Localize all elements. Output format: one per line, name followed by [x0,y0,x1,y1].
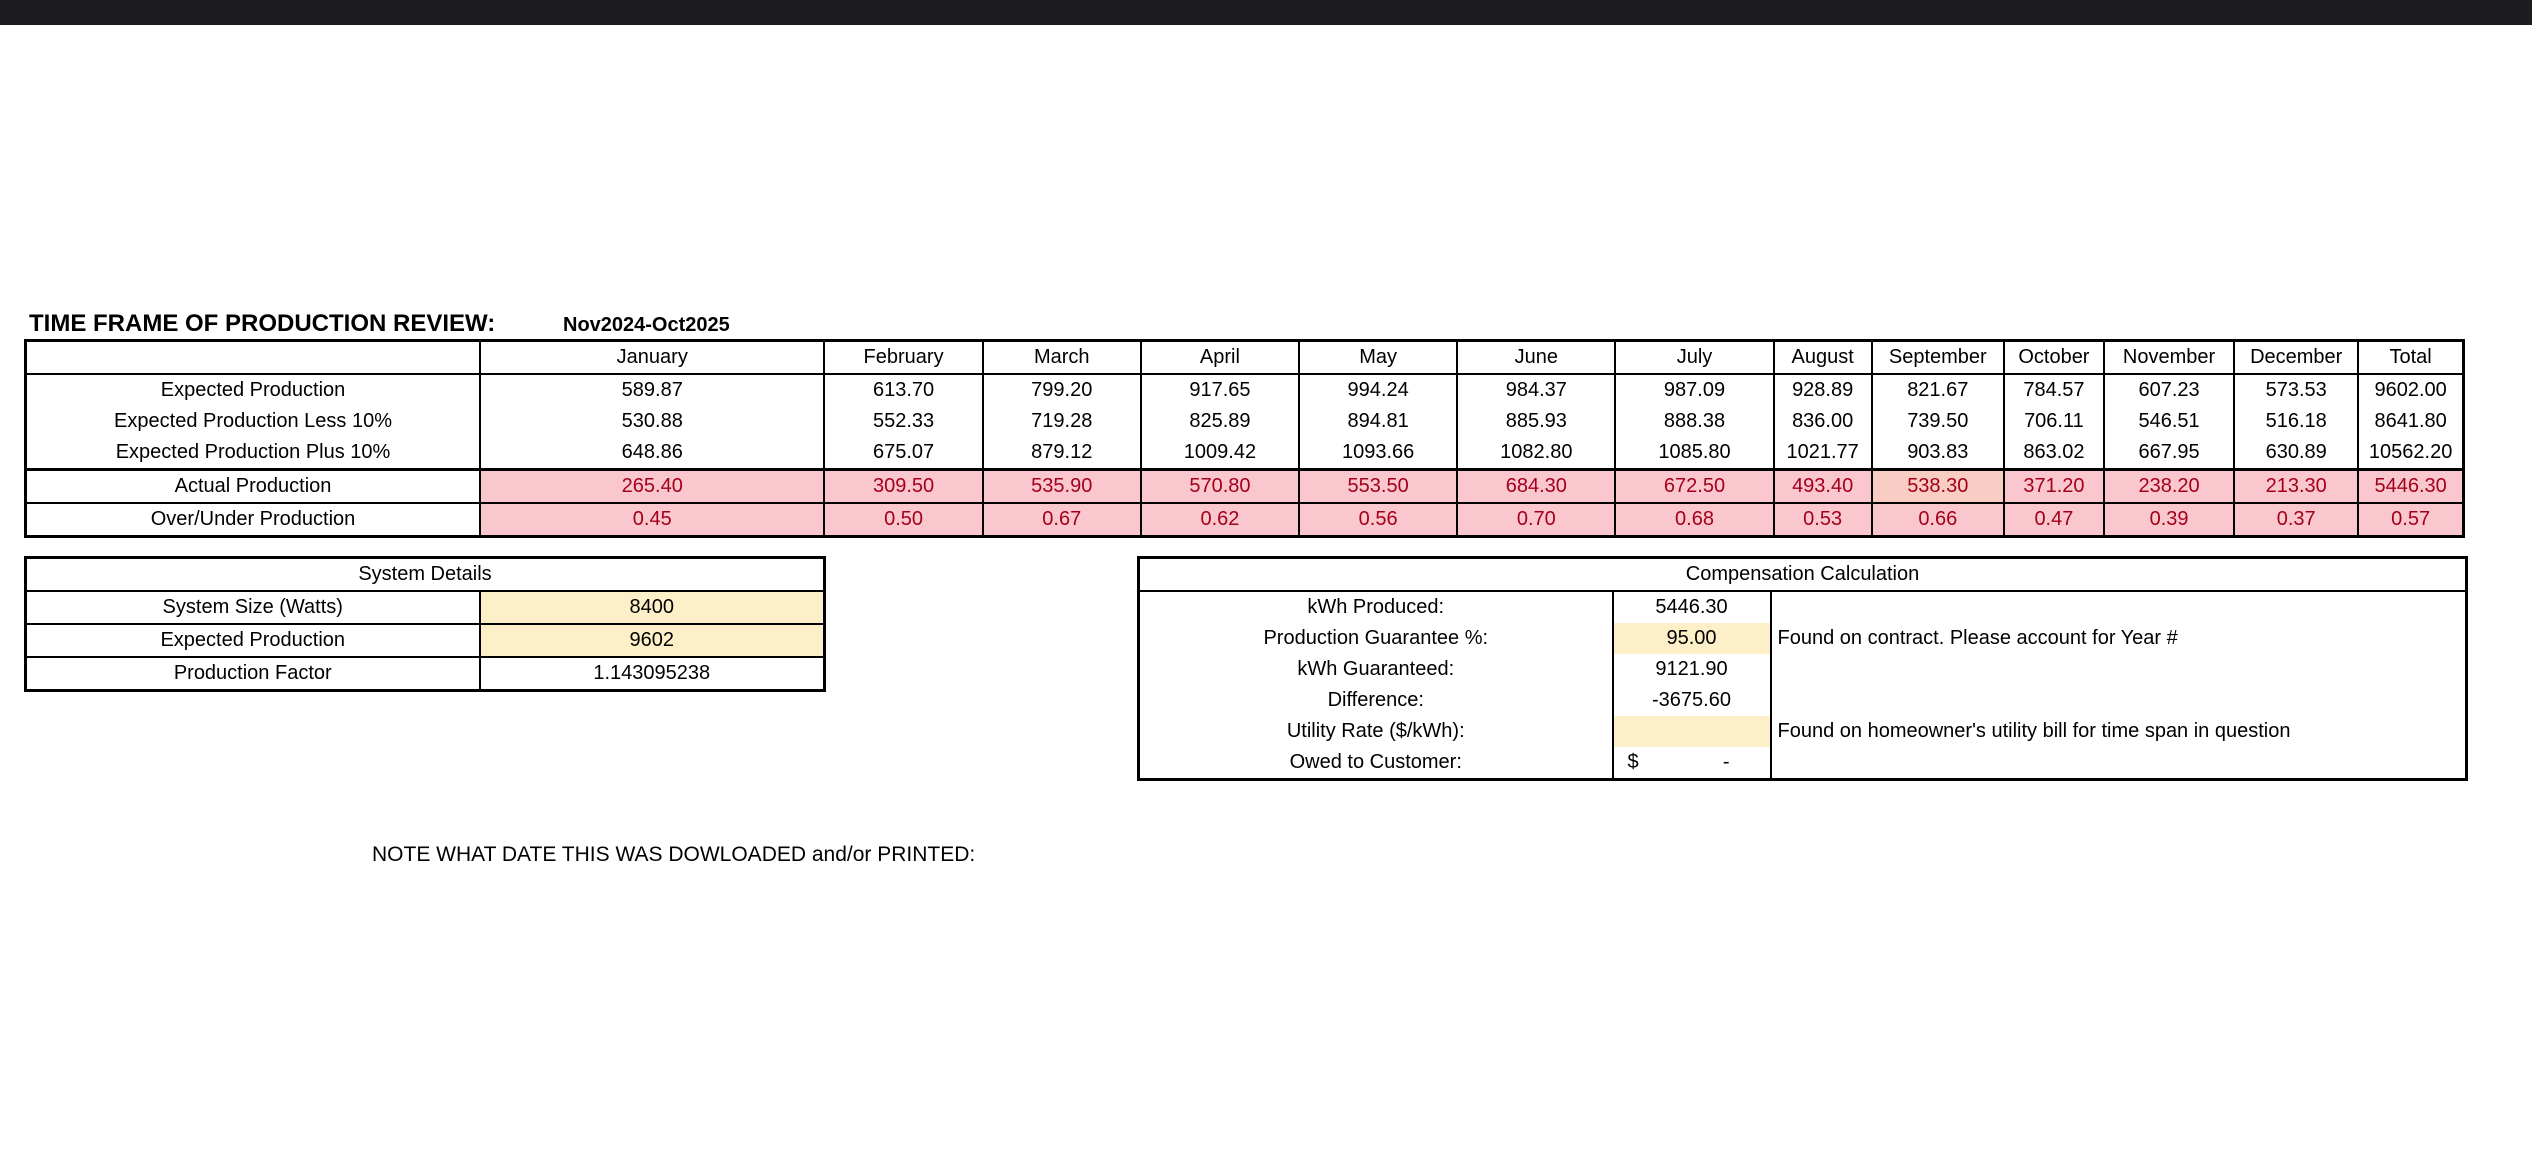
row-label[interactable]: Difference: [1327,689,1424,711]
table-cell[interactable]: 0.68 [1615,503,1773,537]
table-cell[interactable]: 0.47 [2004,503,2104,537]
note-cell[interactable] [1771,654,2467,685]
table-row [26,591,825,624]
table-cell[interactable]: 309.50 [824,470,982,504]
row-label[interactable]: Over/Under Production [26,503,481,537]
table-cell[interactable]: 863.02 [2004,437,2104,470]
table-cell[interactable]: 667.95 [2104,437,2234,470]
table-cell[interactable]: 613.70 [824,374,982,406]
table-row [26,374,2464,406]
table-cell[interactable]: 0.56 [1299,503,1457,537]
table-cell[interactable]: 928.89 [1774,374,1872,406]
row-label[interactable]: Owed to Customer: [1289,751,1462,773]
table-cell[interactable]: 0.37 [2234,503,2358,537]
table-cell[interactable]: 8641.80 [2358,406,2463,437]
table-cell[interactable]: 784.57 [2004,374,2104,406]
table-cell[interactable]: 371.20 [2004,470,2104,504]
table-cell[interactable]: 570.80 [1141,470,1299,504]
row-label[interactable]: Actual Production [26,470,481,504]
header-cell[interactable]: November [2104,341,2234,375]
table-header-row [26,341,2464,375]
note-cell[interactable] [1771,747,2467,780]
header-cell[interactable]: March [983,341,1141,375]
table-cell[interactable]: 573.53 [2234,374,2358,406]
row-label[interactable]: Production Factor [26,657,480,691]
table-cell[interactable]: 879.12 [983,437,1141,470]
table-cell[interactable]: 553.50 [1299,470,1457,504]
table-cell[interactable]: 799.20 [983,374,1141,406]
row-label[interactable]: System Size (Watts) [26,591,480,624]
table-row [26,624,825,657]
row-label[interactable]: Expected Production [160,379,346,401]
table-cell[interactable]: 630.89 [2234,437,2358,470]
note-cell[interactable] [1771,591,2467,623]
system-details-title[interactable]: System Details [358,563,492,585]
compensation-header-row [1139,558,2467,592]
kwh-guaranteed-value[interactable]: 9121.90 [1613,654,1771,685]
production-table [24,339,2465,538]
table-cell[interactable]: 1085.80 [1615,437,1773,470]
table-cell[interactable]: 0.45 [480,503,824,537]
table-cell[interactable]: 0.57 [2358,503,2463,537]
compensation-title[interactable]: Compensation Calculation [1139,558,2467,592]
page-title: TIME FRAME OF PRODUCTION REVIEW: [29,310,496,337]
table-cell[interactable]: 589.87 [480,374,824,406]
header-cell[interactable]: September [1872,341,2004,375]
system-details-table [24,556,826,692]
row-label[interactable]: Production Guarantee %: [1263,627,1489,649]
table-cell[interactable]: 984.37 [1457,374,1615,406]
table-cell[interactable]: 719.28 [983,406,1141,437]
header-cell[interactable]: Total [2358,341,2463,375]
table-cell[interactable]: 675.07 [824,437,982,470]
table-row [1139,716,2467,747]
header-cell[interactable]: June [1457,341,1615,375]
table-cell[interactable]: 238.20 [2104,470,2234,504]
table-row [1139,623,2467,654]
header-cell[interactable]: January [480,341,824,375]
table-row [26,437,2464,470]
table-cell[interactable]: 0.50 [824,503,982,537]
row-label[interactable]: Expected Production [26,624,480,657]
table-cell[interactable]: 0.53 [1774,503,1872,537]
table-cell[interactable]: 894.81 [1299,406,1457,437]
table-cell[interactable]: 1093.66 [1299,437,1457,470]
header-cell[interactable]: April [1141,341,1299,375]
header-cell[interactable]: July [1615,341,1773,375]
table-cell[interactable]: 903.83 [1872,437,2004,470]
table-cell[interactable]: 825.89 [1141,406,1299,437]
table-cell[interactable]: 538.30 [1872,470,2004,504]
system-size-input[interactable]: 8400 [480,591,825,624]
table-cell[interactable]: 706.11 [2004,406,2104,437]
table-cell[interactable]: 0.62 [1141,503,1299,537]
table-row [1139,591,2467,623]
table-cell[interactable]: 0.66 [1872,503,2004,537]
table-cell[interactable]: 739.50 [1872,406,2004,437]
table-row [26,406,2464,437]
header-cell[interactable]: August [1774,341,1872,375]
table-cell[interactable]: 5446.30 [2358,470,2463,504]
note-cell[interactable]: Found on homeowner's utility bill for time span in question [1771,716,2467,747]
row-label[interactable]: kWh Produced: [1307,596,1445,618]
table-row [1139,747,2467,780]
row-label[interactable]: Utility Rate ($/kWh): [1286,720,1465,742]
table-cell[interactable]: 888.38 [1615,406,1773,437]
table-row [1139,654,2467,685]
table-cell[interactable]: 607.23 [2104,374,2234,406]
note-cell[interactable]: Found on contract. Please account for Year # [1771,623,2467,654]
timeframe-value[interactable]: Nov2024-Oct2025 [563,314,730,336]
table-cell[interactable]: 546.51 [2104,406,2234,437]
owed-to-customer-value: - [1722,751,1730,773]
owed-to-customer-cell[interactable] [1613,747,1771,780]
table-cell[interactable]: 493.40 [1774,470,1872,504]
table-cell[interactable]: 9602.00 [2358,374,2463,406]
table-cell[interactable]: 552.33 [824,406,982,437]
table-cell[interactable]: 836.00 [1774,406,1872,437]
table-cell[interactable]: 213.30 [2234,470,2358,504]
table-cell[interactable]: 1082.80 [1457,437,1615,470]
production-factor-value[interactable]: 1.143095238 [480,657,825,691]
table-cell[interactable]: 530.88 [480,406,824,437]
table-cell[interactable]: 0.67 [983,503,1141,537]
table-cell[interactable]: 672.50 [1615,470,1773,504]
table-cell[interactable]: 535.90 [983,470,1141,504]
row-label[interactable]: Expected Production Plus 10% [115,441,391,463]
table-row-over-under [26,503,2464,537]
table-row [26,657,825,691]
header-cell[interactable]: February [824,341,982,375]
download-date-note[interactable]: NOTE WHAT DATE THIS WAS DOWLOADED and/or PRINTED: [372,843,976,866]
row-label[interactable]: kWh Guaranteed: [1297,658,1455,680]
table-cell[interactable]: 0.70 [1457,503,1615,537]
table-cell[interactable]: 0.39 [2104,503,2234,537]
table-cell[interactable]: 10562.20 [2358,437,2463,470]
header-cell[interactable]: October [2004,341,2104,375]
table-row-actual-production [26,470,2464,504]
note-cell[interactable] [1771,685,2467,716]
table-cell[interactable]: 265.40 [480,470,824,504]
table-row [1139,685,2467,716]
table-cell[interactable]: 1009.42 [1141,437,1299,470]
window-top-bar [0,0,2532,25]
production-guarantee-input[interactable]: 95.00 [1613,623,1771,654]
table-cell[interactable]: 684.30 [1457,470,1615,504]
table-cell[interactable]: 994.24 [1299,374,1457,406]
difference-value[interactable]: -3675.60 [1613,685,1771,716]
corner-cell[interactable] [26,341,481,375]
table-cell[interactable]: 648.86 [480,437,824,470]
table-cell[interactable]: 516.18 [2234,406,2358,437]
table-cell[interactable]: 987.09 [1615,374,1773,406]
system-details-header-row [26,558,825,592]
currency-symbol: $ [1627,751,1639,773]
header-cell[interactable]: May [1299,341,1457,375]
table-cell[interactable]: 1021.77 [1774,437,1872,470]
kwh-produced-value[interactable]: 5446.30 [1613,591,1771,623]
utility-rate-input[interactable] [1613,716,1771,747]
expected-production-input[interactable]: 9602 [480,624,825,657]
compensation-calculation-table [1137,556,2468,781]
table-cell[interactable]: 821.67 [1872,374,2004,406]
table-cell[interactable]: 917.65 [1141,374,1299,406]
row-label[interactable]: Expected Production Less 10% [114,410,392,432]
header-cell[interactable]: December [2234,341,2358,375]
table-cell[interactable]: 885.93 [1457,406,1615,437]
